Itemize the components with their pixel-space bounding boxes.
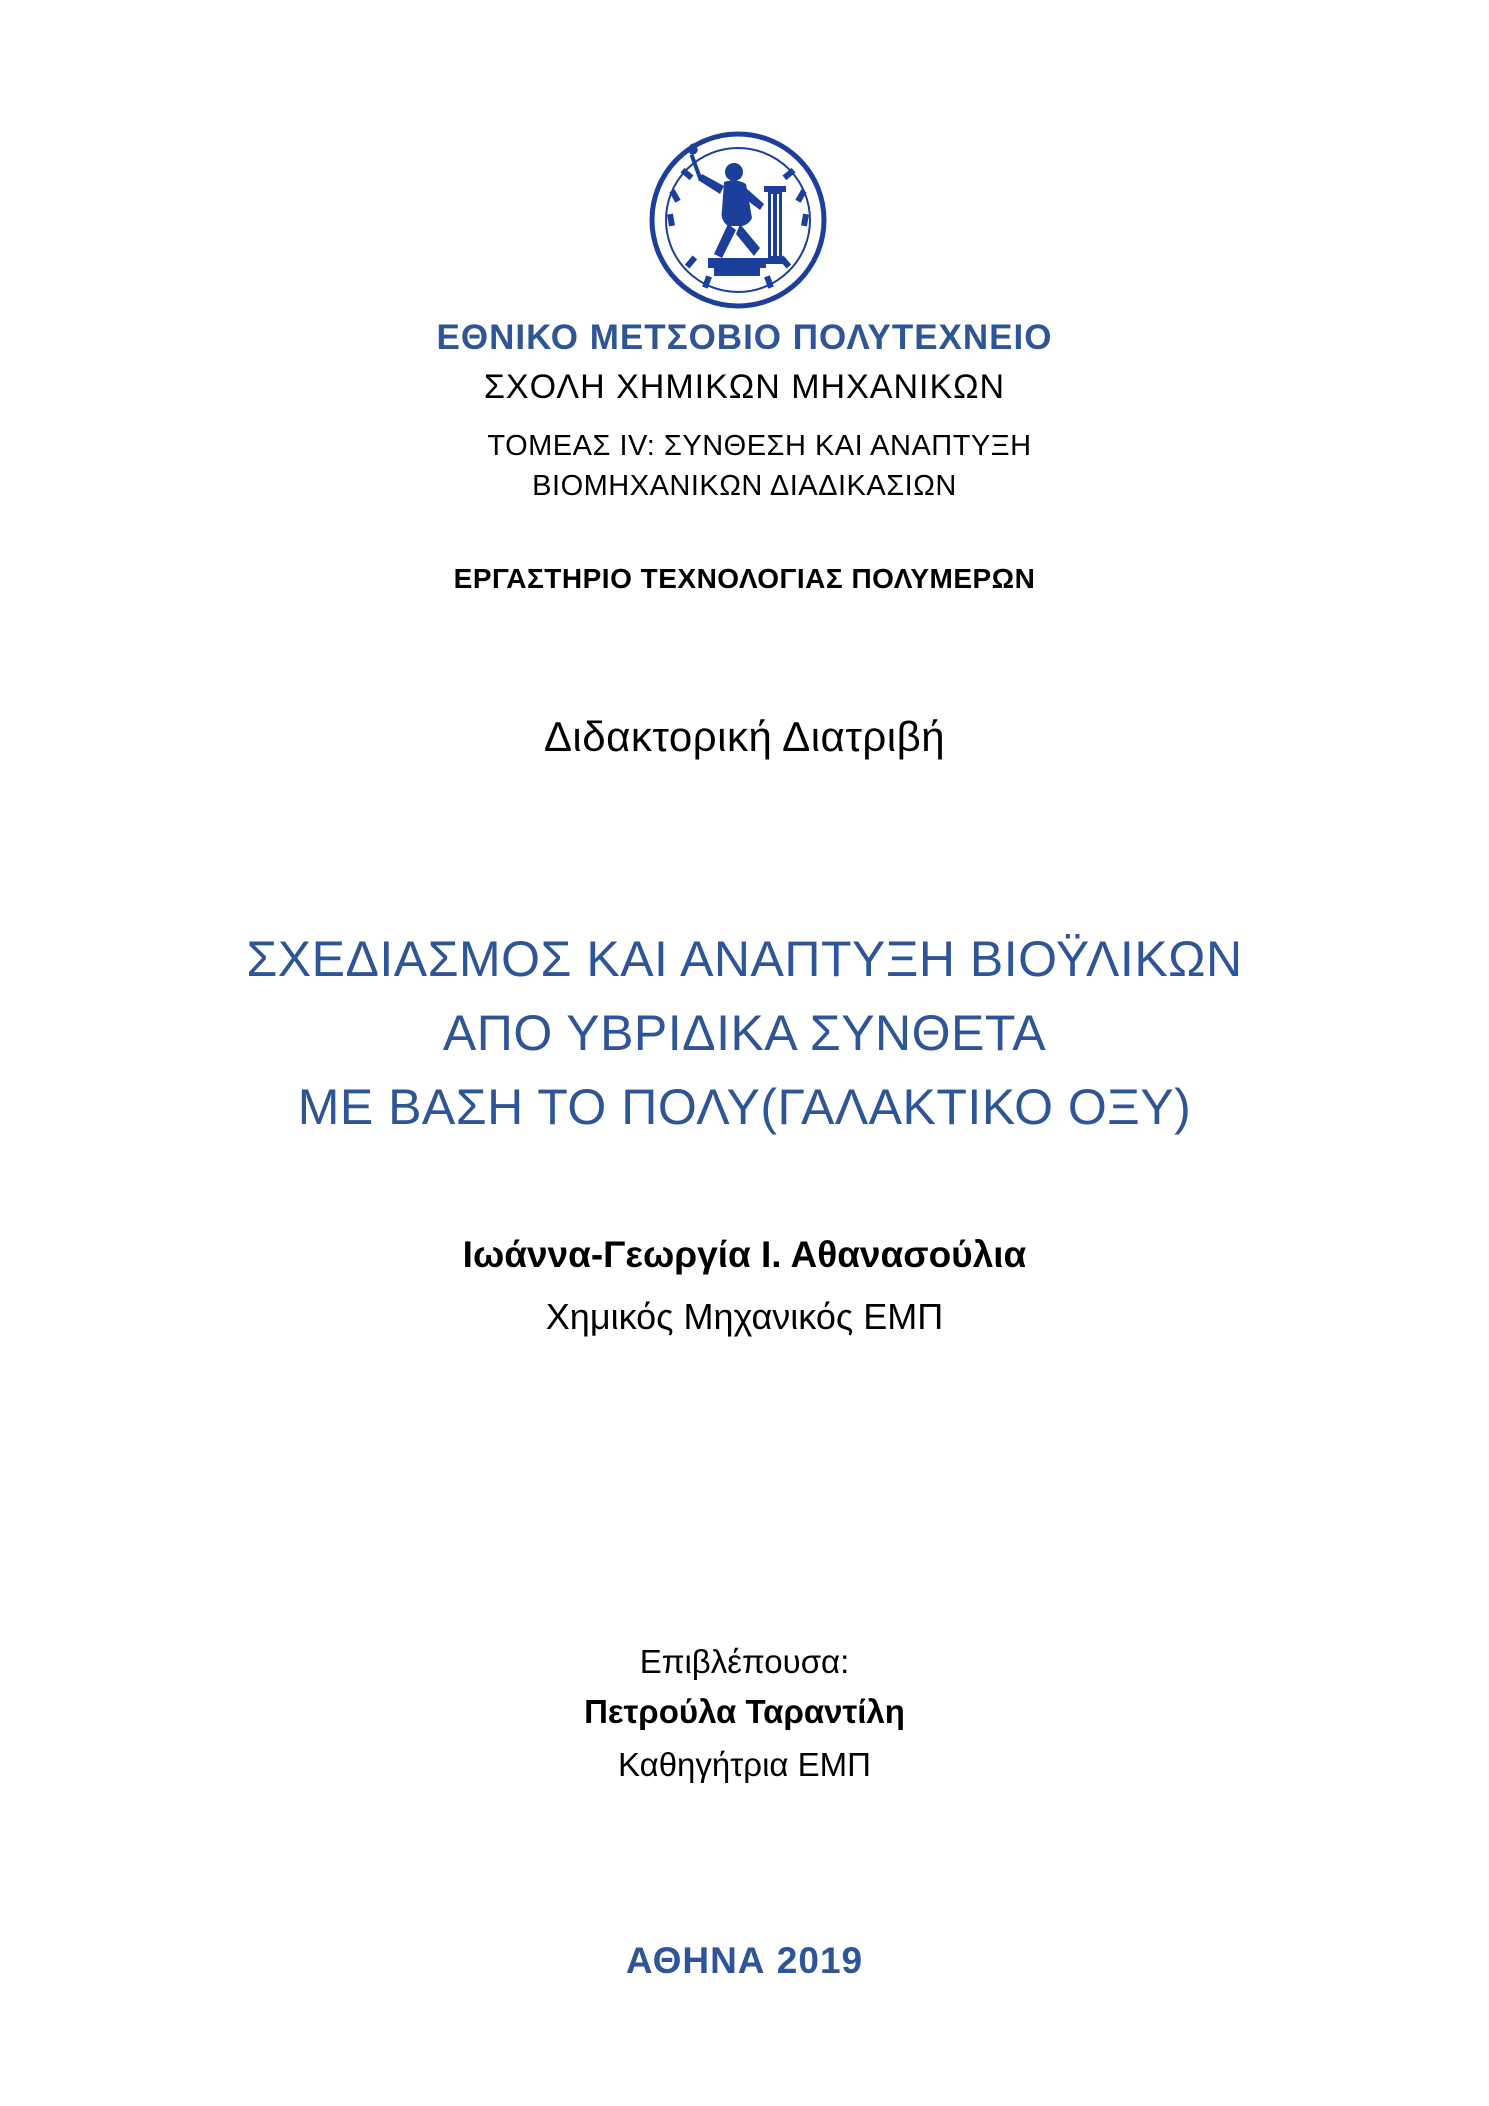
university-seal-icon — [648, 130, 828, 310]
university-name: ΕΘΝΙΚΟ ΜΕΤΣΟΒΙΟ ΠΟΛΥΤΕΧΝΕΙΟ — [436, 318, 1053, 357]
supervisor-name: Πετρούλα Ταραντίλη — [584, 1693, 905, 1730]
supervisor-label: Επιβλέπουσα: — [639, 1643, 850, 1680]
document-type: Διδακτορική Διατριβή — [543, 713, 946, 760]
sector-name-line1: ΤΟΜΕΑΣ IV: ΣΥΝΘΕΣΗ ΚΑΙ ΑΝΑΠΤΥΞΗ — [487, 430, 1032, 462]
author-role: Χημικός Μηχανικός ΕΜΠ — [545, 1296, 944, 1337]
thesis-title-line1: ΣΧΕΔΙΑΣΜΟΣ ΚΑΙ ΑΝΑΠΤΥΞΗ ΒΙΟΫΛΙΚΩΝ — [246, 931, 1243, 987]
author-name: Ιωάννα-Γεωργία Ι. Αθανασούλια — [462, 1234, 1027, 1275]
laboratory-name: ΕΡΓΑΣΤΗΡΙΟ ΤΕΧΝΟΛΟΓΙΑΣ ΠΟΛΥΜΕΡΩΝ — [453, 563, 1036, 594]
thesis-title-line2: ΑΠΟ ΥΒΡΙΔΙΚΑ ΣΥΝΘΕΤΑ — [442, 1005, 1047, 1061]
place-and-year: ΑΘΗΝΑ 2019 — [625, 1940, 864, 1981]
sector-name-line2: ΒΙΟΜΗΧΑΝΙΚΩΝ ΔΙΑΔΙΚΑΣΙΩΝ — [532, 470, 957, 502]
school-name: ΣΧΟΛΗ ΧΗΜΙΚΩΝ ΜΗΧΑΝΙΚΩΝ — [483, 368, 1006, 406]
supervisor-role: Καθηγήτρια ΕΜΠ — [618, 1746, 871, 1783]
thesis-title-line3: ΜΕ ΒΑΣΗ ΤΟ ΠΟΛΥ(ΓΑΛΑΚΤΙΚΟ ΟΞΥ) — [297, 1079, 1192, 1135]
